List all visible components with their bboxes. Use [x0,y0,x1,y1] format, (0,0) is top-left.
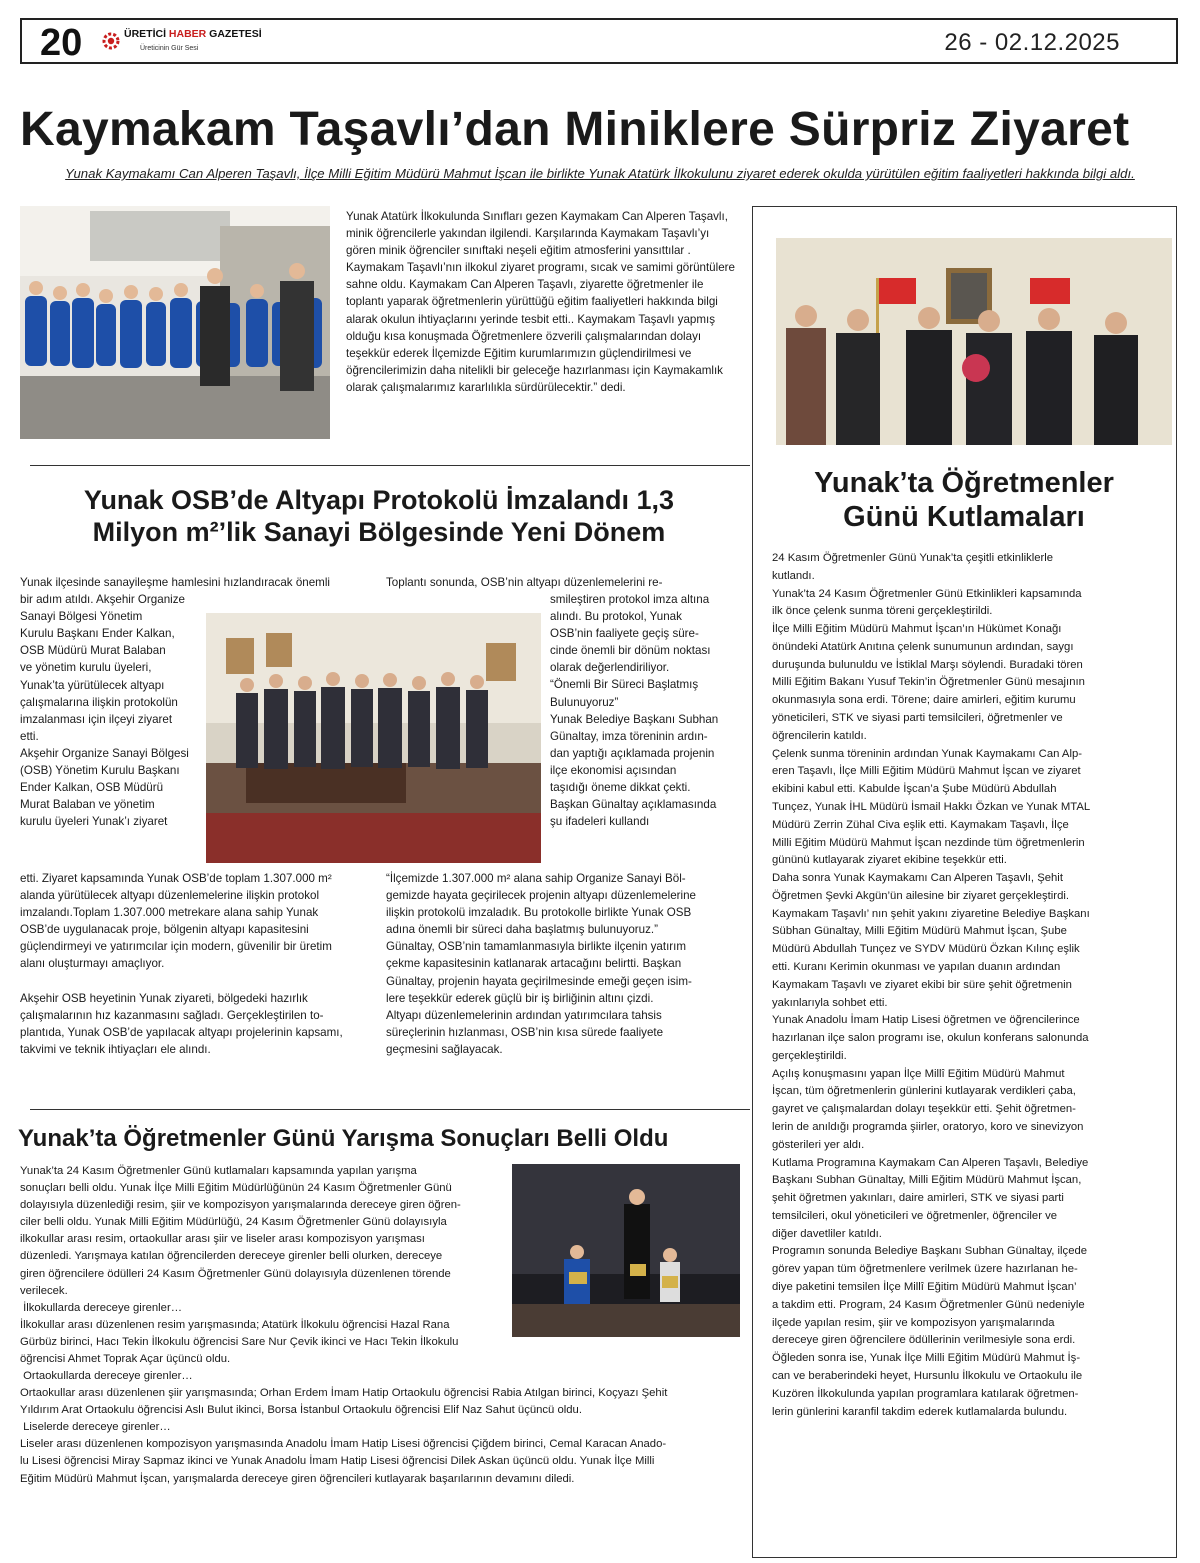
text-line: dolayısıyla düzenlediği resim, şiir ve kompozisyon yarışmalarında dereceye giren öğren- [20,1199,461,1212]
text-line: hazırlanan ilçe salon programı ise, okulun konferans salonunda [772,1032,1089,1045]
text-line: Tunçez, Yunak İHL Müdürü İsmail Hakkı Özkan ve Yunak MTAL [772,800,1091,813]
text-line: Akşehir OSB heyetinin Yunak ziyareti, bölgedeki hazırlık [20,991,308,1005]
text-line: Öğretmen Şevki Akgün’ün ailesine bir ziyaret gerçekleştirdi. [772,889,1069,902]
text-line: (OSB) Yönetim Kurulu Başkanı [20,764,180,778]
article2-title-line1: Yunak OSB’de Altyapı Protokolü İmzalandı 1,3 [83,485,675,515]
text-line: İlkokullar arası düzenlenen resim yarışmasında; Atatürk İlkokulu öğrencisi Hazal Rana [20,1318,450,1331]
text-line: ekibini kabul etti. Kabulde İşcan’a Şube Müdürü Abdullah [772,783,1057,796]
text-line: Kuzören İlkokulunda yapılan programlara katılarak öğretmen- [772,1387,1079,1400]
text-line: çekme kapasitesinin katlanarak artacağını belirtti. Başkan [386,957,682,971]
text-line: ilçede yapılan resim, şiir ve kompozisyon yarışmalarında [772,1316,1055,1329]
text-line: Kutlama Programına Kaymakam Can Alperen Taşavlı, Belediye [772,1156,1089,1169]
text-line: takvimi ve teknik ihtiyaçları ele alındı. [20,1042,211,1056]
text-line: Yunak’ta yürütülecek altyapı [20,678,165,692]
text-line: etti. [20,729,39,743]
sidebar-title [758,466,1170,534]
text-line: alanı oluşturmayı amaçlıyor. [20,957,165,971]
text-line: ilkokullar arası resim, ortaokullar arası şiir ve liseler arası kompozisyon yarışması [20,1233,425,1246]
text-line: Günaltay, projenin hayata geçirilmesinde emeği geçen isim- [386,974,692,988]
text-line: ve yönetim kurulu üyeleri, [20,661,152,675]
text-line: Gürbüz birinci, Hacı Tekin İlkokulu öğrencisi Sare Nur Çevik ikinci ve Hacı Tekin İlkokulu [20,1335,459,1348]
text-line: duruşunda bulunuldu ve İstiklal Marşı söylendi. Buradaki tören [772,658,1083,671]
article3-body-bottom [20,1368,745,1488]
text-line: Yunak Belediye Başkanı Subhan [550,712,719,726]
text-line: Akşehir Organize Sanayi Bölgesi [20,746,189,760]
text-line: okunmasıyla sona erdi. Törene; daire amirleri, eğitim kurumu [772,694,1076,707]
text-line: can ve beraberindeki heyet, Hursunlu İlkokulu ve Ortaokulu ile [772,1369,1083,1382]
text-line: Milli Eğitim Müdürü Mahmut İşcan nezdinde tüm öğretmenlerin [772,836,1085,849]
osb-protocol-photo [206,613,541,863]
text-line: gösterileri yer aldı. [772,1138,865,1151]
text-line: Açılış konuşmasını yapan İlçe Millî Eğitim Müdürü Mahmut [772,1067,1065,1080]
section-divider [30,1109,750,1110]
text-line: Liseler arası düzenlenen kompozisyon yarışmasında Anadolu İmam Hatip Lisesi öğrencisi Çiğdem birinci, Cemal Karacan Anado- [20,1438,667,1451]
text-line: OSB’de uygulanacak proje, bölgenin altyapı kapasitesini [20,923,309,937]
text-line: sonuçları belli oldu. Yunak İlçe Milli Eğitim Müdürlüğünün 24 Kasım Öğretmenler Günü [20,1182,452,1195]
text-line: İlçe Milli Eğitim Müdürü Mahmut İşcan’ın Hükümet Konağı [772,623,1062,636]
text-line: Yunak’ta 24 Kasım Öğretmenler Günü kutlamaları kapsamında yapılan yarışma [20,1165,417,1177]
article2-col2-first: Toplantı sonunda, OSB’nin altyapı düzenlemelerini re- [386,576,663,589]
sidebar-title-line1: Yunak’ta Öğretmenler [814,467,1114,499]
text-line: a takdim etti. Program, 24 Kasım Öğretmenler Günü nedeniyle [772,1298,1085,1311]
text-line: gayret ve çalışmalardan dolayı teşekkür etti. Şehit öğretmen- [772,1103,1076,1116]
article1-lead: Yunak Kaymakamı Can Alperen Taşavlı, İlçe Milli Eğitim Müdürü Mahmut İşcan ile birlikte Yunak Atatürk İlkokulunu ziyaret ederek okulda yürütülen eğitim faaliyetleri hakkında bilgi aldı. [65,166,1135,181]
text-line: lu Lisesi öğrencisi Miray Sapmaz ikinci ve Yunak Anadolu İmam Hatip Lisesi öğrencisi Dilek Askan üçüncü oldu. Yunak İlçe Milli [20,1455,655,1468]
sidebar-title-line2: Günü Kutlamaları [843,501,1085,533]
text-line: İşcan, tüm öğretmenlerin günlerini kutlayarak verdikleri çaba, [772,1085,1076,1098]
section-divider [30,465,750,466]
article1-title: Kaymakam Taşavlı’dan Miniklere Sürpriz Ziyaret [20,103,1130,156]
text-line: kutlandı. [772,569,815,582]
award-ceremony-photo [512,1164,740,1337]
text-line: Sanayi Bölgesi Yönetim [20,610,143,624]
text-line: geçmesini sağlayacak. [386,1042,503,1056]
text-line: çalışmalarına ilişkin protokolün [20,695,178,709]
text-line: Altyapı düzenlemelerinin ardından yatırımcılara tahsis [386,1008,662,1022]
text-line: Yunak Anadolu İmam Hatip Lisesi öğretmen ve öğrencilerince [772,1014,1080,1027]
text-line: yakınlarıyla sohbet etti. [772,996,888,1009]
sidebar-body [772,550,1172,1421]
text-line: Çelenk sunma töreninin ardından Yunak Kaymakamı Can Alp- [772,747,1083,760]
gear-icon [100,30,122,52]
text-line: düzenledi. Yarışmaya katılan öğrencilerden dereceye girenler belli olurken, dereceye [20,1250,443,1263]
text-line: imzalandı.Toplam 1.307.000 metrekare alana sahip Yunak [20,906,319,920]
text-line: Ender Kalkan, OSB Müdürü [20,781,164,795]
text-line: temsilcileri, okul yöneticileri ve öğretmenler, öğrenciler ve [772,1209,1058,1222]
text-line: Kaymakam Taşavlı ve ziyaret ekibi bir süre şehit öğretmenin [772,978,1072,991]
text-line: görev yapan tüm öğretmenlere verilmek üzere hazırlanan he- [772,1263,1078,1276]
text-line: smileştiren protokol imza altına [550,593,710,606]
text-line: ciler belli oldu. Yunak Milli Eğitim Müdürlüğü, 24 Kasım Öğretmenler Günü dolayısıyla [20,1216,447,1229]
text-line: gerçekleştirildi. [772,1049,847,1062]
text-line: olarak değerlendiriliyor. [550,661,670,675]
text-line: eren Taşavlı, İlçe Milli Eğitim Müdürü Mahmut İşcan ve ziyaret [772,765,1081,778]
article2-col2-bottom [386,870,746,1058]
teachers-day-photo [776,238,1172,445]
text-line: Daha sonra Yunak Kaymakamı Can Alperen Taşavlı, Şehit [772,872,1063,885]
text-line: OSB Müdürü Murat Balaban [20,644,166,658]
text-line: Bulunuyoruz” [550,695,619,709]
text-line: dan yaptığı açıklamada projenin [550,746,715,760]
text-line: Liselerde dereceye girenler… [20,1421,171,1434]
text-line: lerin günlerini karanfil takdim ederek kutlamalarda bulundu. [772,1405,1068,1418]
article2-col1-bottom [20,870,385,1058]
text-line: diye paketini temsilen İlçe Millî Eğitim Müdürü Mahmut İşcan’ [772,1281,1077,1294]
text-line: süreçlerinin hızlanması, OSB’nin kısa sürede faaliyete [386,1025,664,1039]
text-line: etti. Ziyaret kapsamında Yunak OSB’de toplam 1.307.000 m² [20,872,332,885]
text-line: adına önemli bir süreci daha başlatmış bulunuyoruz.” [386,923,658,937]
text-line: şu ifadeleri kullandı [550,815,650,829]
text-line: lere teşekkür ederek güçlü bir iş birliğinin altını çizdi. [386,991,654,1005]
text-line: Yıldırım Arat Ortaokulu öğrencisi Aslı Bulut ikinci, Borsa İstanbul Ortaokulu öğrencisi Elif Naz Sahut üçüncü oldu. [20,1404,582,1417]
issue-date: 26 - 02.12.2025 [944,29,1120,56]
text-line: Günaltay, OSB’nin tamamlanmasıyla birlikte ilçenin yatırım [386,940,687,954]
text-line: Programın sonunda Belediye Başkanı Subhan Günaltay, ilçede [772,1245,1088,1258]
text-line: ilişkin protokolü imzaladık. Bu protokolle birlikte Yunak OSB [386,906,692,920]
text-line: şehit öğretmen yakınları, daire amirleri, STK ve siyasi parti [772,1192,1064,1205]
text-line: Başkan Günaltay açıklamasında [550,798,717,812]
text-line: Günaltay, imza töreninin ardın- [550,729,708,743]
text-line: alındı. Bu protokol, Yunak [550,610,682,624]
text-line: İlkokullarda dereceye girenler… [20,1301,183,1314]
text-line: imzalanması için ilçeyi ziyaret [20,712,173,726]
text-line: önündeki Atatürk Anıtına çelenk sunumunun ardından, saygı [772,640,1074,653]
text-line: 24 Kasım Öğretmenler Günü Yunak’ta çeşitli etkinliklerle [772,552,1054,564]
text-line: Yunak ilçesinde sanayileşme hamlesini hızlandıracak önemli [20,576,330,589]
article1-body: Yunak Atatürk İlkokulunda Sınıfları gezen Kaymakam Can Alperen Taşavlı, minik öğrencilerle yakından ilgilendi. Karşılarında Kaymakam Taşavlı’yı gören minik öğrenciler sınıftaki neşeli eğitim atmosferini yansıttılar . Kaymakam Taşavlı’nın ilkokul ziyaret programı, sıcak ve samimi görüntülere sahne oldu. Kaymakam Can Alperen Taşavlı, ziyarette öğretmenler ile toplantı yaparak öğretmenlerin yürüttüğü eğitim faaliyetleri hakkında bilgi alarak okulun ihtiyaçlarını yerinde tesbit etti.. Kaymakam Taşavlı yapmış olduğu kısa konuşmada Öğretmenlere özverili çalışmalarından dolayı teşekkür ederek İlçemizde Eğitim kurumlarımızın güçlendirilmesi ve öğrencilerimizin daha nitelikli bir geleceğe hazırlanması için Kaymakamlık olarak çalışmalarımız kararlılıkla sürdürülecektir.” dedi. [346,210,735,394]
text-line: etti. Kuranı Kerimin okunması ve yapılan duanın ardından [772,960,1061,973]
text-line: Müdürü Zerrin Zühal Civa eşlik etti. Kaymakam Taşavlı, İlçe [772,818,1069,831]
text-line: yöneticileri, STK ve siyasi parti temsilcileri, öğretmenler ve [772,712,1063,725]
text-line: Kurulu Başkanı Ender Kalkan, [20,627,175,641]
text-line: bir adım atıldı. Akşehir Organize [20,593,185,607]
school-visit-photo [20,206,330,439]
text-line: Ortaokullarda dereceye girenler… [20,1370,193,1382]
article3-title: Yunak’ta Öğretmenler Günü Yarışma Sonuçları Belli Oldu [18,1125,669,1152]
text-line: Sübhan Günaltay, Milli Eğitim Müdürü Mahmut İşcan, Şube [772,925,1067,938]
text-line: güçlendirmeyi ve yatırımcılar için modern, güvenilir bir üretim [20,940,332,954]
text-line: kurulu üyeleri Yunak’ı ziyaret [20,815,168,829]
article3-body-top [20,1163,500,1368]
text-line: Başkanı Subhan Günaltay, Milli Eğitim Müdürü Mahmut İşcan, [772,1174,1082,1187]
text-line: ilk önce çelenk sunma töreni gerçekleştirildi. [772,605,993,618]
text-line: cinde önemli bir dönüm noktası [550,644,711,658]
text-line: Eğitim Müdürü Mahmut İşcan, yarışmalarda dereceye giren öğrencileri kutlayarak başarılarının devamını diledi. [20,1472,575,1485]
text-line: Ortaokullar arası düzenlenen şiir yarışmasında; Orhan Erdem İmam Hatip Ortaokulu öğrencisi Rabia Atılgan birinci, Koçyazı Şehit [20,1387,668,1400]
text-line: “Önemli Bir Süreci Başlatmış [550,678,699,692]
article2-title [18,484,740,548]
text-line: öğrencisi Ahmet Toprak Açar üçüncü oldu. [20,1353,231,1366]
text-line: “İlçemizde 1.307.000 m² alana sahip Organize Sanayi Böl- [386,872,686,885]
text-line: gemizde hayata geçirilecek projenin altyapı düzenlemelerine [386,889,696,903]
newspaper-logo [100,28,262,58]
text-line: ilçe ekonomisi açısından [550,763,677,777]
text-line: lerin de anıldığı programda şiirler, oratoryo, koro ve sinevizyon [772,1121,1084,1133]
text-line [20,973,385,990]
text-line: Yunak’ta 24 Kasım Öğretmenler Günü Etkinlikleri kapsamında [772,587,1082,600]
text-line: Kaymakam Taşavlı’ nın şehit yakını ziyaretine Belediye Başkanı [772,907,1090,920]
article2-col2-right [550,591,745,830]
text-line: giren öğrencilere ödülleri 24 Kasım Öğretmenler Günü dolayısıyla düzenlenen törende [20,1267,451,1280]
text-line: Öğleden sonra ise, Yunak İlçe Milli Eğitim Müdürü Mahmut İş- [772,1352,1081,1365]
text-line: Murat Balaban ve yönetim [20,798,155,812]
logo-title: ÜRETİCİ HABER GAZETESİ [124,28,262,40]
text-line: alanda yürütülecek altyapı düzenlemelerine ilişkin protokol [20,889,320,903]
page-number: 20 [40,22,83,64]
text-line: dereceye giren öğrencilere ödüllerinin verilmesiyle sona erdi. [772,1334,1076,1347]
text-line: OSB’nin faaliyete geçiş süre- [550,627,699,641]
text-line: gününü kutlayarak ziyaret ekibine teşekkür etti. [772,854,1007,867]
text-line: verilecek. [20,1284,68,1297]
text-line: öğrencilerin katıldı. [772,729,867,742]
text-line: diğer davetliler katıldı. [772,1227,882,1240]
text-line: taşıdığı öneme dikkat çekti. [550,781,691,795]
article2-title-line2: Milyon m²’lik Sanayi Bölgesinde Yeni Dönem [92,517,666,547]
text-line: çalışmalarının hız kazanmasını sağladı. Gerçekleştirilen to- [20,1008,324,1022]
logo-tagline: Üreticinin Gür Sesi [140,45,199,52]
text-line: Müdürü Abdullah Tunçez ve SYDV Müdürü Özkan Kılınç eşlik [772,943,1080,956]
text-line: plantıda, Yunak OSB’de yapılacak altyapı projelerinin kapsamı, [20,1025,343,1039]
text-line: Milli Eğitim Bakanı Yusuf Tekin’in Öğretmenler Günü mesajının [772,676,1085,689]
